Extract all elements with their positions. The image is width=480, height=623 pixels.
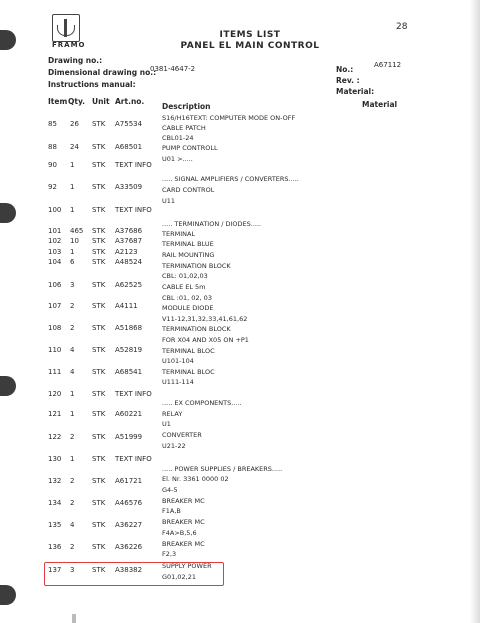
cell-art: TEXT INFO [115, 161, 152, 169]
cell-qty: 2 [70, 543, 75, 551]
cell-item: 100 [48, 206, 62, 214]
cell-art: A62525 [115, 281, 143, 289]
cell-item: 90 [48, 161, 57, 169]
description-line: TERMINAL BLOC [162, 347, 215, 355]
no-value: A67112 [374, 61, 402, 69]
cell-qty: 1 [70, 161, 75, 169]
cell-art: A36226 [115, 543, 143, 551]
cell-unit: STK [92, 302, 106, 310]
cell-qty: 4 [70, 521, 75, 529]
cell-item: 121 [48, 410, 62, 418]
col-unit: Unit [92, 97, 110, 106]
description-line: ..... POWER SUPPLIES / BREAKERS..... [162, 465, 283, 473]
description-line: TERMINAL [162, 230, 196, 238]
description-line: CONVERTER [162, 431, 202, 439]
cell-qty: 2 [70, 499, 75, 507]
cell-art: A37686 [115, 227, 143, 235]
logo-text: FRAMO [52, 41, 86, 49]
cell-art: A60221 [115, 410, 143, 418]
cell-item: 132 [48, 477, 62, 485]
cell-unit: STK [92, 390, 106, 398]
description-line: BREAKER MC [162, 518, 205, 526]
page-edge-shadow [470, 0, 480, 623]
cell-item: 108 [48, 324, 62, 332]
cell-qty: 1 [70, 206, 75, 214]
cell-item: 122 [48, 433, 62, 441]
cell-unit: STK [92, 161, 106, 169]
cell-art: TEXT INFO [115, 455, 152, 463]
col-qty: Qty. [68, 97, 86, 106]
description-line: TERMINATION BLOCK [162, 262, 231, 270]
description-line: CBL: 01,02,03 [162, 272, 208, 280]
cell-unit: STK [92, 410, 106, 418]
cell-unit: STK [92, 455, 106, 463]
instructions-manual-label: Instructions manual: [48, 80, 136, 89]
cell-item: 104 [48, 258, 62, 266]
description-line: G4-5 [162, 486, 178, 494]
cell-art: A51999 [115, 433, 143, 441]
description-line: SUPPLY POWER [162, 562, 212, 570]
cell-item: 134 [48, 499, 62, 507]
cell-art: A68541 [115, 368, 143, 376]
col-artno: Art.no. [115, 97, 145, 106]
description-line: F1A,B [162, 507, 181, 515]
description-line: V11-12,31,32,33,41,61,62 [162, 315, 248, 323]
cell-art: A51868 [115, 324, 143, 332]
description-line: U01 >..... [162, 155, 193, 163]
cell-item: 103 [48, 248, 62, 256]
cell-unit: STK [92, 368, 106, 376]
binder-hole [0, 376, 16, 396]
description-line: ..... EX COMPONENTS..... [162, 399, 242, 407]
cell-qty: 4 [70, 346, 75, 354]
description-line: ..... SIGNAL AMPLIFIERS / CONVERTERS..... [162, 175, 299, 183]
cell-unit: STK [92, 433, 106, 441]
cell-qty: 24 [70, 143, 79, 151]
cell-qty: 3 [70, 281, 75, 289]
cell-unit: STK [92, 183, 106, 191]
cell-item: 137 [48, 566, 62, 574]
cell-art: A36227 [115, 521, 143, 529]
cell-unit: STK [92, 521, 106, 529]
cell-unit: STK [92, 206, 106, 214]
cell-art: A4111 [115, 302, 138, 310]
dimensional-drawing-label: Dimensional drawing no.: [48, 68, 157, 77]
cell-art: A38382 [115, 566, 143, 574]
cell-qty: 1 [70, 248, 75, 256]
cell-unit: STK [92, 324, 106, 332]
document-title [160, 30, 340, 52]
cell-qty: 1 [70, 455, 75, 463]
description-line: U21-22 [162, 442, 186, 450]
cell-unit: STK [92, 237, 106, 245]
cell-item: 102 [48, 237, 62, 245]
description-line: U111-114 [162, 378, 194, 386]
cell-art: A61721 [115, 477, 143, 485]
cell-art: A48524 [115, 258, 143, 266]
description-line: F4A>B,5,6 [162, 529, 197, 537]
drawing-no-label: Drawing no.: [48, 56, 103, 65]
cell-unit: STK [92, 543, 106, 551]
description-line: PUMP CONTROLL [162, 144, 218, 152]
cell-unit: STK [92, 258, 106, 266]
cell-qty: 3 [70, 566, 75, 574]
description-line: CARD CONTROL [162, 186, 215, 194]
binder-hole [0, 203, 16, 223]
material-header-label: Material: [336, 87, 375, 96]
highlight-box [44, 562, 224, 586]
cell-qty: 2 [70, 433, 75, 441]
cell-art: A37687 [115, 237, 143, 245]
title-line-1: ITEMS LIST [219, 30, 281, 40]
cell-qty: 2 [70, 324, 75, 332]
cell-art: A52819 [115, 346, 143, 354]
description-line: F2,3 [162, 550, 177, 558]
description-line: RAIL MOUNTING [162, 251, 215, 259]
cell-qty: 26 [70, 120, 79, 128]
cell-unit: STK [92, 281, 106, 289]
cell-art: A2123 [115, 248, 138, 256]
cell-art: TEXT INFO [115, 390, 152, 398]
cell-item: 135 [48, 521, 62, 529]
cell-art: A75534 [115, 120, 143, 128]
cell-unit: STK [92, 143, 106, 151]
description-line: CBL01-24 [162, 134, 194, 142]
description-line: S16/H16TEXT: COMPUTER MODE ON-OFF [162, 114, 296, 122]
cell-item: 130 [48, 455, 62, 463]
description-line: G01,02,21 [162, 573, 196, 581]
description-line: CBL :01, 02, 03 [162, 294, 212, 302]
description-line: U11 [162, 197, 176, 205]
cell-item: 107 [48, 302, 62, 310]
cell-item: 110 [48, 346, 62, 354]
cell-unit: STK [92, 499, 106, 507]
cell-unit: STK [92, 120, 106, 128]
description-line: U101-104 [162, 357, 194, 365]
description-line: TERMINATION BLOCK [162, 325, 231, 333]
col-description: Description [162, 102, 211, 111]
cell-qty: 1 [70, 410, 75, 418]
cell-art: A33509 [115, 183, 143, 191]
binder-hole [0, 585, 16, 605]
cell-art: A68501 [115, 143, 143, 151]
cell-item: 92 [48, 183, 57, 191]
drawing-no-value: 0381-4647-2 [150, 65, 196, 73]
binder-hole [0, 30, 16, 50]
cell-qty: 1 [70, 183, 75, 191]
cell-qty: 2 [70, 477, 75, 485]
description-line: TERMINAL BLUE [162, 240, 214, 248]
cell-unit: STK [92, 248, 106, 256]
description-line: TERMINAL BLOC [162, 368, 215, 376]
page-number: 28 [396, 22, 408, 32]
cell-qty: 10 [70, 237, 79, 245]
description-line: El. Nr. 3361 0000 02 [162, 475, 229, 483]
col-material: Material [362, 100, 398, 109]
description-line: FOR X04 AND X05 ON +P1 [162, 336, 249, 344]
cell-art: A46576 [115, 499, 143, 507]
cell-item: 120 [48, 390, 62, 398]
description-line: CABLE PATCH [162, 124, 206, 132]
description-line: MODULE DIODE [162, 304, 214, 312]
scan-mark [72, 614, 76, 623]
description-line: RELAY [162, 410, 183, 418]
cell-item: 101 [48, 227, 62, 235]
framo-logo-icon [52, 14, 80, 42]
description-line: ..... TERMINATION / DIODES..... [162, 220, 262, 228]
cell-art: TEXT INFO [115, 206, 152, 214]
cell-item: 111 [48, 368, 62, 376]
no-label: No.: [336, 65, 354, 74]
col-item: Item [48, 97, 68, 106]
cell-unit: STK [92, 477, 106, 485]
description-line: CABLE EL 5m [162, 283, 206, 291]
cell-unit: STK [92, 566, 106, 574]
cell-qty: 1 [70, 390, 75, 398]
cell-item: 106 [48, 281, 62, 289]
cell-item: 136 [48, 543, 62, 551]
cell-unit: STK [92, 346, 106, 354]
cell-item: 85 [48, 120, 57, 128]
description-line: U1 [162, 420, 171, 428]
cell-qty: 465 [70, 227, 84, 235]
title-line-2: PANEL EL MAIN CONTROL [180, 41, 320, 51]
cell-item: 88 [48, 143, 57, 151]
description-line: BREAKER MC [162, 497, 205, 505]
cell-qty: 2 [70, 302, 75, 310]
rev-label: Rev. : [336, 76, 360, 85]
cell-qty: 6 [70, 258, 75, 266]
cell-unit: STK [92, 227, 106, 235]
description-line: BREAKER MC [162, 540, 205, 548]
cell-qty: 4 [70, 368, 75, 376]
